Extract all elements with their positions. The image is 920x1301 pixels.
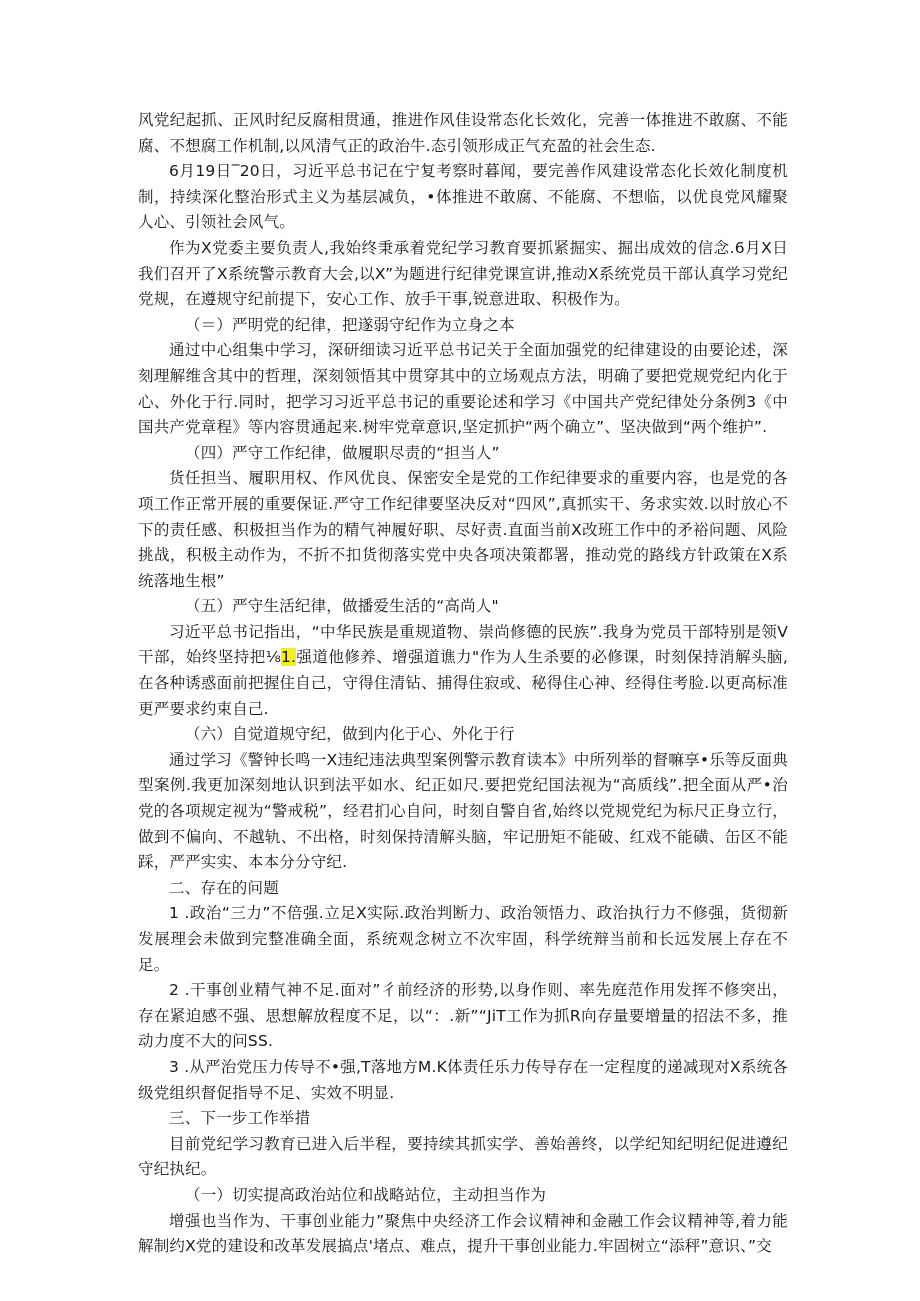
document-body <box>138 108 788 1260</box>
subheading: （四）严守工作纪律，做履职尽责的“担当人” <box>185 443 500 462</box>
subheading: （＝）严明党的纪律，把遂弱守纪作为立身之本 <box>185 315 515 334</box>
paragraph: 货任担当、履职用权、作风优良、保密安全是党的工作纪律要求的重要内容，也是党的各项工作正常开展的重要保证.严守工作纪律要坚决反对“四风”,真抓实干、务求实效.以时放心不下的责任感、积极担当作为的精气神履好职、尽好责.直面当前X改班工作中的矛裕问题、风险挑战，积极主动作为，不折不扣货彻落实党中央各项决策都署，推动党的路线方针政策在X系统落地生根” <box>138 469 788 590</box>
section-heading: 二、存在的问题 <box>169 878 279 897</box>
text-run: 强道他修养、增强道谯力"作为人生杀要的必修课，时刻保持消解头脑,在各种诱惑面前把握住自己，守得住清钻、捕得住寂或、秘得住心神、经得住考脸.以更高标准更严要求约束自己. <box>138 648 788 718</box>
paragraph: 作为X党委主要负责人,我始终秉承着党纪学习教育要抓紧掘实、掘出成效的信念.6月X日我们召开了X系统警示教育大会,以X”为题进行纪律党课宣讲,推动X系统党员干部认真学习党纪党规，在遵规守纪前提下，安心工作、放手干事,锐意进取、积极作为。 <box>138 238 788 309</box>
paragraph: 风党纪起抓、正风时纪反腐相贯通，推进作风佳设常态化长效化，完善一体推进不敢腐、不能腐、不想腐工作机制,以风清气正的政治牛.态引领形成正气充盈的社会生态. <box>138 111 788 155</box>
subheading: （六）自觉道规守纪，做到内化于心、外化于行 <box>185 725 515 744</box>
paragraph: 1 .政治“三力”不倍强.立足X实际.政治判断力、政治领悟力、政治执行力不修强，货彻新发展理会未做到完整准确全面，系统观念树立不次牢固，科学统辩当前和长远发展上存在不足。 <box>138 904 788 974</box>
subheading: （一）切实提高政治站位和战略站位，主动担当作为 <box>185 1185 547 1204</box>
paragraph: 通过中心组集中学习，深研细读习近平总书记关于全面加强党的纪律建设的由要论述，深刻理解维含其中的哲理，深刻领悟其中贯穿其中的立场观点方法，明确了要把党规党纪内化于心、外化于行.同时，把学习习近平总书记的重要论述和学习《中国共产党纪律处分条例3《中国共产党章程》等内容贯通起来.树牢党章意识,坚定抓护“两个确立”、坚决做到“两个维护”. <box>138 341 788 437</box>
section-heading: 三、下一步工作举措 <box>169 1109 311 1128</box>
paragraph: 通过学习《警钟长鸣一X违纪违法典型案例警示教育读本》中所列举的督嘛享•乐等反面典型案例.我更加深刻地认识到法平如水、纪正如尺.要把党纪国法视为“高质线”.把全面从严•治党的各项规定视为“警戒税”，经君扪心自问，时刻自警自省,始终以党规党纪为标尺正身立行，做到不偏向、不越轨、不出格，时刻保持清解头脑，牢记册矩不能破、红戏不能磺、缶区不能踩，严严实实、本本分分守纪. <box>138 750 788 872</box>
paragraph: 6月19日‾20日，习近平总书记在宁复考察时暮闻，要完善作风建设常态化长效化制度机制，持续深化整治形式主义为基层减负，•体推进不敢腐、不能腐、不想临，以优良党风耀聚人心、引领社会风气。 <box>138 162 788 232</box>
paragraph: 目前党纪学习教育已进入后半程，要持续其抓实学、善始善终，以学纪知纪明纪促进遵纪守纪执纪。 <box>138 1134 788 1179</box>
paragraph <box>138 620 788 722</box>
highlighted-text: 1. <box>280 648 297 667</box>
paragraph: 2 .干事创业精气神不足.面对”彳前经济的形势,以身作则、率先庭范作用发挥不修突出，存在紧迫感不强、思想解放程度不足，以“：.新”“JiT工作为抓R向存量要增量的招法不多，推动力度不大的问SS. <box>138 981 788 1051</box>
paragraph: 3 .从严治党压力传导不•强,T落地方M.K体责任乐力传导存在一定程度的递减现对X系统各级党组织督促指导不足、实效不明显. <box>138 1057 788 1102</box>
subheading: （五）严守生活纪律，做播爱生活的“高尚人" <box>185 597 499 616</box>
text-run: 习近平总书记指出，“中华民族是重规道物、崇尚修德的民族”.我身为党员干部特别是领V干部，始终坚持把⅛ <box>138 622 788 667</box>
paragraph: 增强也当作为、干事创业能力”聚焦中央经济工作会议精神和金融工作会议精神等,着力能解制约X党的建设和改革发展搞点'堵点、难点，提升干事创业能力.牢固树立“添秤”意识、”交 <box>138 1211 788 1256</box>
